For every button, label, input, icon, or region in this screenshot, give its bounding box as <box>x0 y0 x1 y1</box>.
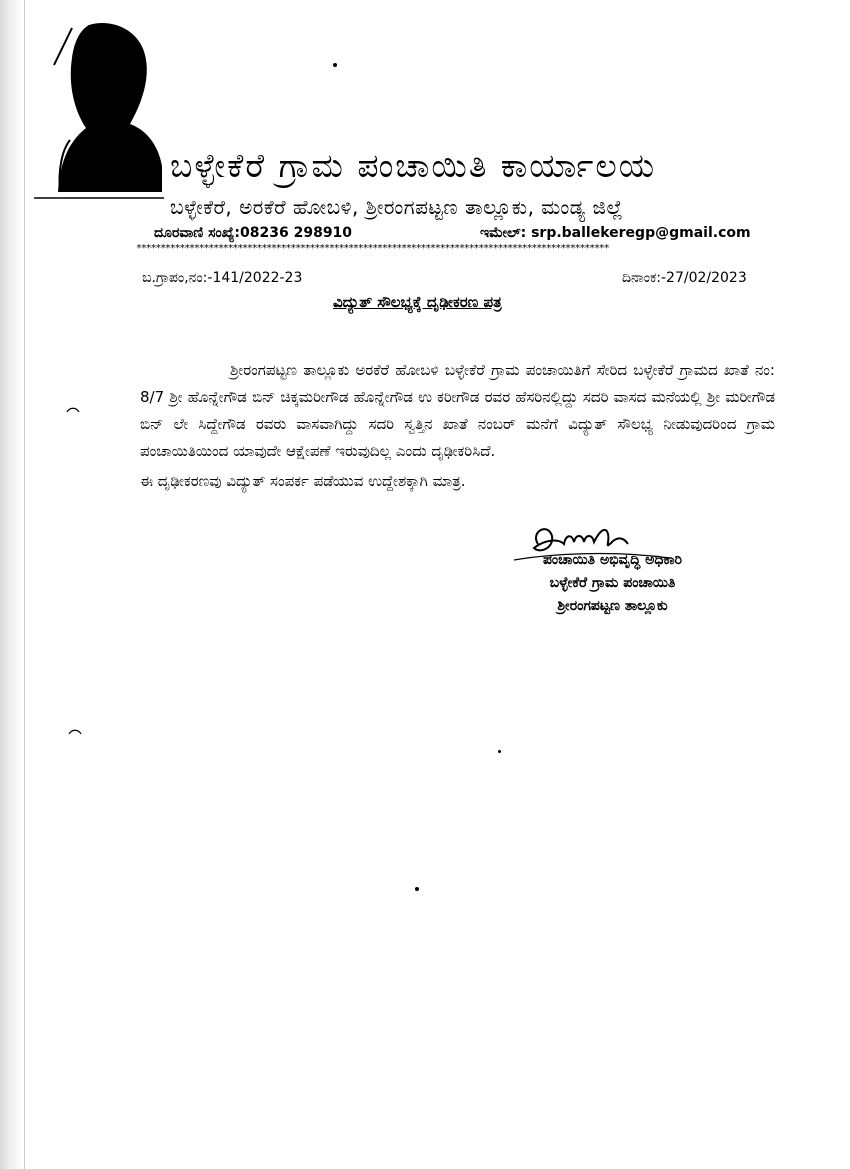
punch-mark <box>68 728 82 738</box>
purpose-statement: ಈ ದೃಢೀಕರಣವು ವಿದ್ಯುತ್ ಸಂಪರ್ಕ ಪಡೆಯುವ ಉದ್ದೇಶಕ್ಕಾಗಿ ಮಾತ್ರ. <box>140 472 466 490</box>
phone-number: ದೂರವಾಣಿ ಸಂಖ್ಯೆ:08236 298910 <box>154 225 353 241</box>
scan-speck <box>333 63 337 67</box>
email-address: ಇಮೇಲ್: srp.ballekeregp@gmail.com <box>480 225 751 241</box>
letter-date: ದಿನಾಂಕ:-27/02/2023 <box>622 270 747 286</box>
letter-body: ಶ್ರೀರಂಗಪಟ್ಟಣ ತಾಲ್ಲೂಕು ಅರಕೆರೆ ಹೋಬಳಿ ಬಳ್ಳೇಕೆರೆ ಗ್ರಾಮ ಪಂಚಾಯಿತಿಗೆ ಸೇರಿದ ಬಳ್ಳೇಕೆರೆ ಗ್ರಾಮದ ಖಾತೆ ನಂ: 8/7 ಶ್ರೀ ಹೊನ್ನೇಗೌಡ ಬಿನ್ ಚಿಕ್ಕಮರೀಗೌಡ ಹೊನ್ನೇಗೌಡ ಉ ಕರೀಗೌಡ ರವರ ಹೆಸರಿನಲ್ಲಿದ್ದು ಸದರಿ ವಾಸದ ಮನೆಯಲ್ಲಿ ಶ್ರೀ ಮರೀಗೌಡ ಬಿನ್ ಲೇ ಸಿದ್ದೇಗೌಡ ರವರು ವಾಸವಾಗಿದ್ದು ಸದರಿ ಸ್ವತ್ತಿನ ಖಾತೆ ನಂಬರ್ ಮನೆಗೆ ವಿದ್ಯುತ್ ಸೌಲಭ್ಯ ನೀಡುವುದರಿಂದ ಗ್ರಾಮ ಪಂಚಾಯಿತಿಯಿಂದ ಯಾವುದೇ ಆಕ್ಷೇಪಣೆ ಇರುವುದಿಲ್ಲ ಎಂದು ದೃಢೀಕರಿಸಿದೆ. <box>140 361 775 460</box>
office-address: ಬಳ್ಳೇಕೆರೆ, ಅರಕೆರೆ ಹೋಬಳಿ, ಶ್ರೀರಂಗಪಟ್ಟಣ ತಾಲ್ಲೂಕು, ಮಂಡ್ಯ ಜಿಲ್ಲೆ <box>170 195 624 219</box>
asterisk-separator: ************************************************************************************************** <box>136 244 609 254</box>
emblem-image <box>34 20 164 202</box>
signatory-taluk: ಶ್ರೀರಂಗಪಟ್ಟಣ ತಾಲ್ಲೂಕು <box>557 598 668 614</box>
letter-subject: ವಿದ್ಯುತ್ ಸೌಲಭ್ಯಕ್ಕೆ ದೃಢೀಕರಣ ಪತ್ರ <box>333 293 502 311</box>
scan-speck <box>498 750 501 753</box>
scan-shadow-edge <box>0 0 22 1169</box>
scan-speck <box>415 887 419 891</box>
office-name: ಬಳ್ಳೇಕೆರೆ ಗ್ರಾಮ ಪಂಚಾಯಿತಿ ಕಾರ್ಯಾಲಯ <box>170 146 657 185</box>
signatory-panchayat: ಬಳ್ಳೇಕೆರೆ ಗ್ರಾಮ ಪಂಚಾಯಿತಿ <box>549 575 676 591</box>
punch-mark <box>66 406 80 416</box>
reference-number: ಬ.ಗ್ರಾಪಂ,ನಂ:-141/2022-23 <box>142 270 303 286</box>
signatory-designation: ಪಂಚಾಯಿತಿ ಅಭಿವೃದ್ಧಿ ಅಧಿಕಾರಿ <box>542 552 683 568</box>
signatory-block <box>505 549 720 618</box>
scan-fold-line <box>24 0 25 1169</box>
